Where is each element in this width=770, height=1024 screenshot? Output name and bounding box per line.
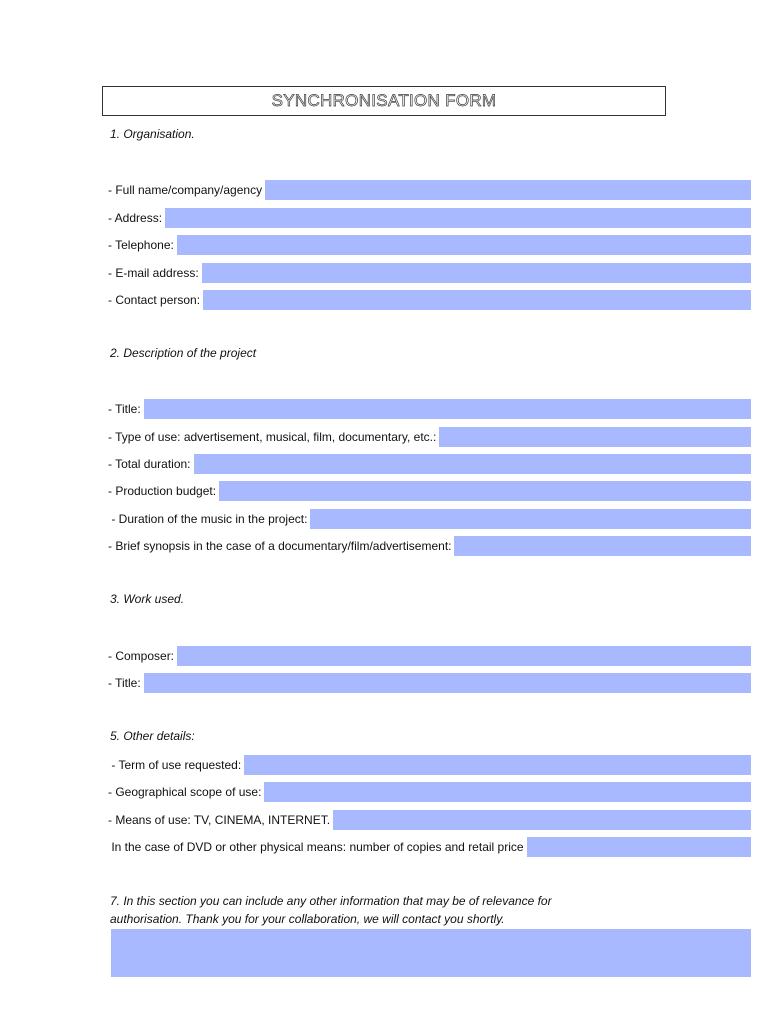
type-of-use-input[interactable] xyxy=(439,427,751,447)
telephone-label: - Telephone: xyxy=(108,238,174,252)
composer-label: - Composer: xyxy=(108,649,175,663)
field-row-full-name xyxy=(108,179,751,201)
field-row-contact-person xyxy=(108,289,751,311)
section-heading-other-details: 5. Other details: xyxy=(110,729,195,743)
field-row-email xyxy=(108,262,751,284)
full-name-label: - Full name/company/agency xyxy=(108,183,263,197)
geographical-scope-input[interactable] xyxy=(264,782,751,802)
additional-info-line-1: 7. In this section you can include any other information that may be of relevance for xyxy=(110,894,552,908)
field-row-composer xyxy=(108,645,751,667)
section-heading-work: 3. Work used. xyxy=(110,592,185,606)
field-row-address xyxy=(108,207,751,229)
composer-input[interactable] xyxy=(177,646,751,666)
field-row-music-duration xyxy=(108,508,751,530)
additional-info-note xyxy=(110,892,630,928)
type-of-use-label: - Type of use: advertisement, musical, film, documentary, etc.: xyxy=(108,430,437,444)
project-title-input[interactable] xyxy=(144,399,751,419)
field-row-copies-price xyxy=(108,836,751,858)
email-input[interactable] xyxy=(202,263,751,283)
field-row-term-of-use xyxy=(108,754,751,776)
field-row-work-title xyxy=(108,672,751,694)
term-of-use-label: - Term of use requested: xyxy=(108,758,242,772)
address-input[interactable] xyxy=(165,208,751,228)
additional-info-line-2: authorisation. Thank you for your collaboration, we will contact you shortly. xyxy=(110,912,505,926)
section-heading-project: 2. Description of the project xyxy=(110,346,257,360)
form-title-box xyxy=(102,86,666,116)
field-row-geographical-scope xyxy=(108,781,751,803)
term-of-use-input[interactable] xyxy=(244,755,751,775)
production-budget-input[interactable] xyxy=(219,481,751,501)
field-row-type-of-use xyxy=(108,426,751,448)
field-row-total-duration xyxy=(108,453,751,475)
music-duration-input[interactable] xyxy=(310,509,751,529)
copies-price-label: In the case of DVD or other physical means: number of copies and retail price xyxy=(108,840,524,854)
field-row-synopsis xyxy=(108,535,751,557)
email-label: - E-mail address: xyxy=(108,266,199,280)
work-title-label: - Title: xyxy=(108,676,141,690)
form-title: SYNCHRONISATION FORM xyxy=(271,91,497,110)
synopsis-label: - Brief synopsis in the case of a documentary/film/advertisement: xyxy=(108,539,452,553)
contact-person-label: - Contact person: xyxy=(108,293,201,307)
project-title-label: - Title: xyxy=(108,402,141,416)
total-duration-input[interactable] xyxy=(194,454,752,474)
field-row-means-of-use xyxy=(108,809,751,831)
production-budget-label: - Production budget: xyxy=(108,484,217,498)
telephone-input[interactable] xyxy=(177,235,751,255)
full-name-input[interactable] xyxy=(265,180,751,200)
additional-info-textarea[interactable] xyxy=(111,929,751,977)
field-row-production-budget xyxy=(108,480,751,502)
section-heading-organisation: 1. Organisation. xyxy=(110,127,195,141)
contact-person-input[interactable] xyxy=(203,290,751,310)
address-label: - Address: xyxy=(108,211,163,225)
field-row-project-title xyxy=(108,398,751,420)
means-of-use-input[interactable] xyxy=(333,810,751,830)
copies-price-input[interactable] xyxy=(527,837,751,857)
total-duration-label: - Total duration: xyxy=(108,457,191,471)
means-of-use-label: - Means of use: TV, CINEMA, INTERNET. xyxy=(108,813,331,827)
music-duration-label: - Duration of the music in the project: xyxy=(108,512,308,526)
field-row-telephone xyxy=(108,234,751,256)
geographical-scope-label: - Geographical scope of use: xyxy=(108,785,262,799)
synopsis-input[interactable] xyxy=(454,536,751,556)
work-title-input[interactable] xyxy=(144,673,751,693)
